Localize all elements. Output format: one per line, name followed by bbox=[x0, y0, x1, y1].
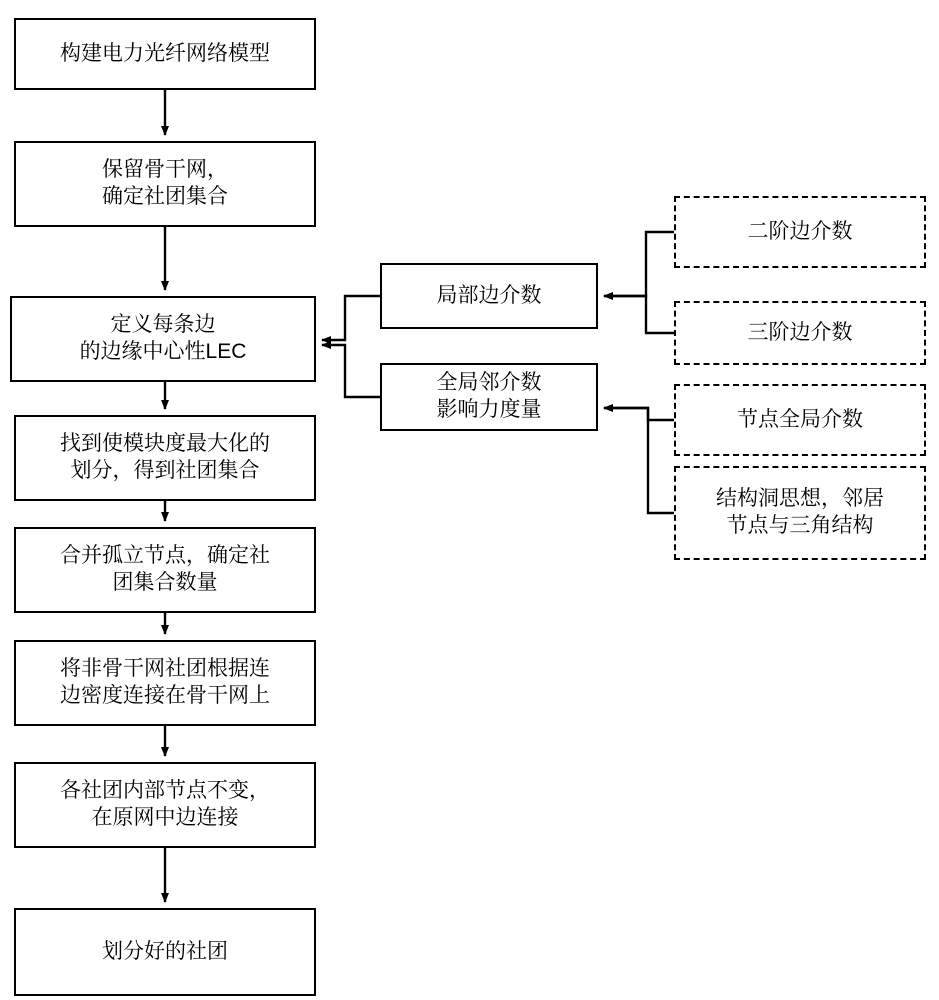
connector-r3-m2 bbox=[604, 408, 674, 420]
node-second-order-edge-betweenness: 二阶边介数 bbox=[674, 196, 926, 268]
node-result-communities: 划分好的社团 bbox=[14, 908, 316, 996]
connector-r1-m1 bbox=[604, 232, 674, 296]
node-internal-unchanged: 各社团内部节点不变， 在原网中边连接 bbox=[14, 762, 316, 848]
node-node-global-betweenness: 节点全局介数 bbox=[674, 384, 926, 456]
node-keep-backbone: 保留骨干网， 确定社团集合 bbox=[14, 141, 316, 227]
node-define-lec: 定义每条边 的边缘中心性LEC bbox=[10, 296, 316, 382]
connector-m2-n3 bbox=[322, 345, 380, 397]
connector-r4-m2 bbox=[604, 408, 674, 513]
node-structural-hole: 结构洞思想，邻居 节点与三角结构 bbox=[674, 466, 926, 560]
node-build-model: 构建电力光纤网络模型 bbox=[14, 18, 316, 90]
node-maximize-modularity: 找到使模块度最大化的 划分，得到社团集合 bbox=[14, 415, 316, 501]
node-merge-isolated: 合并孤立节点，确定社 团集合数量 bbox=[14, 527, 316, 613]
connector-m1-n3 bbox=[322, 296, 380, 340]
connector-r2-m1 bbox=[604, 296, 674, 333]
node-global-neighbor-betweenness: 全局邻介数 影响力度量 bbox=[380, 363, 598, 431]
node-connect-nonbackbone: 将非骨干网社团根据连 边密度连接在骨干网上 bbox=[14, 640, 316, 726]
node-local-edge-betweenness: 局部边介数 bbox=[380, 263, 598, 329]
node-third-order-edge-betweenness: 三阶边介数 bbox=[674, 301, 926, 365]
